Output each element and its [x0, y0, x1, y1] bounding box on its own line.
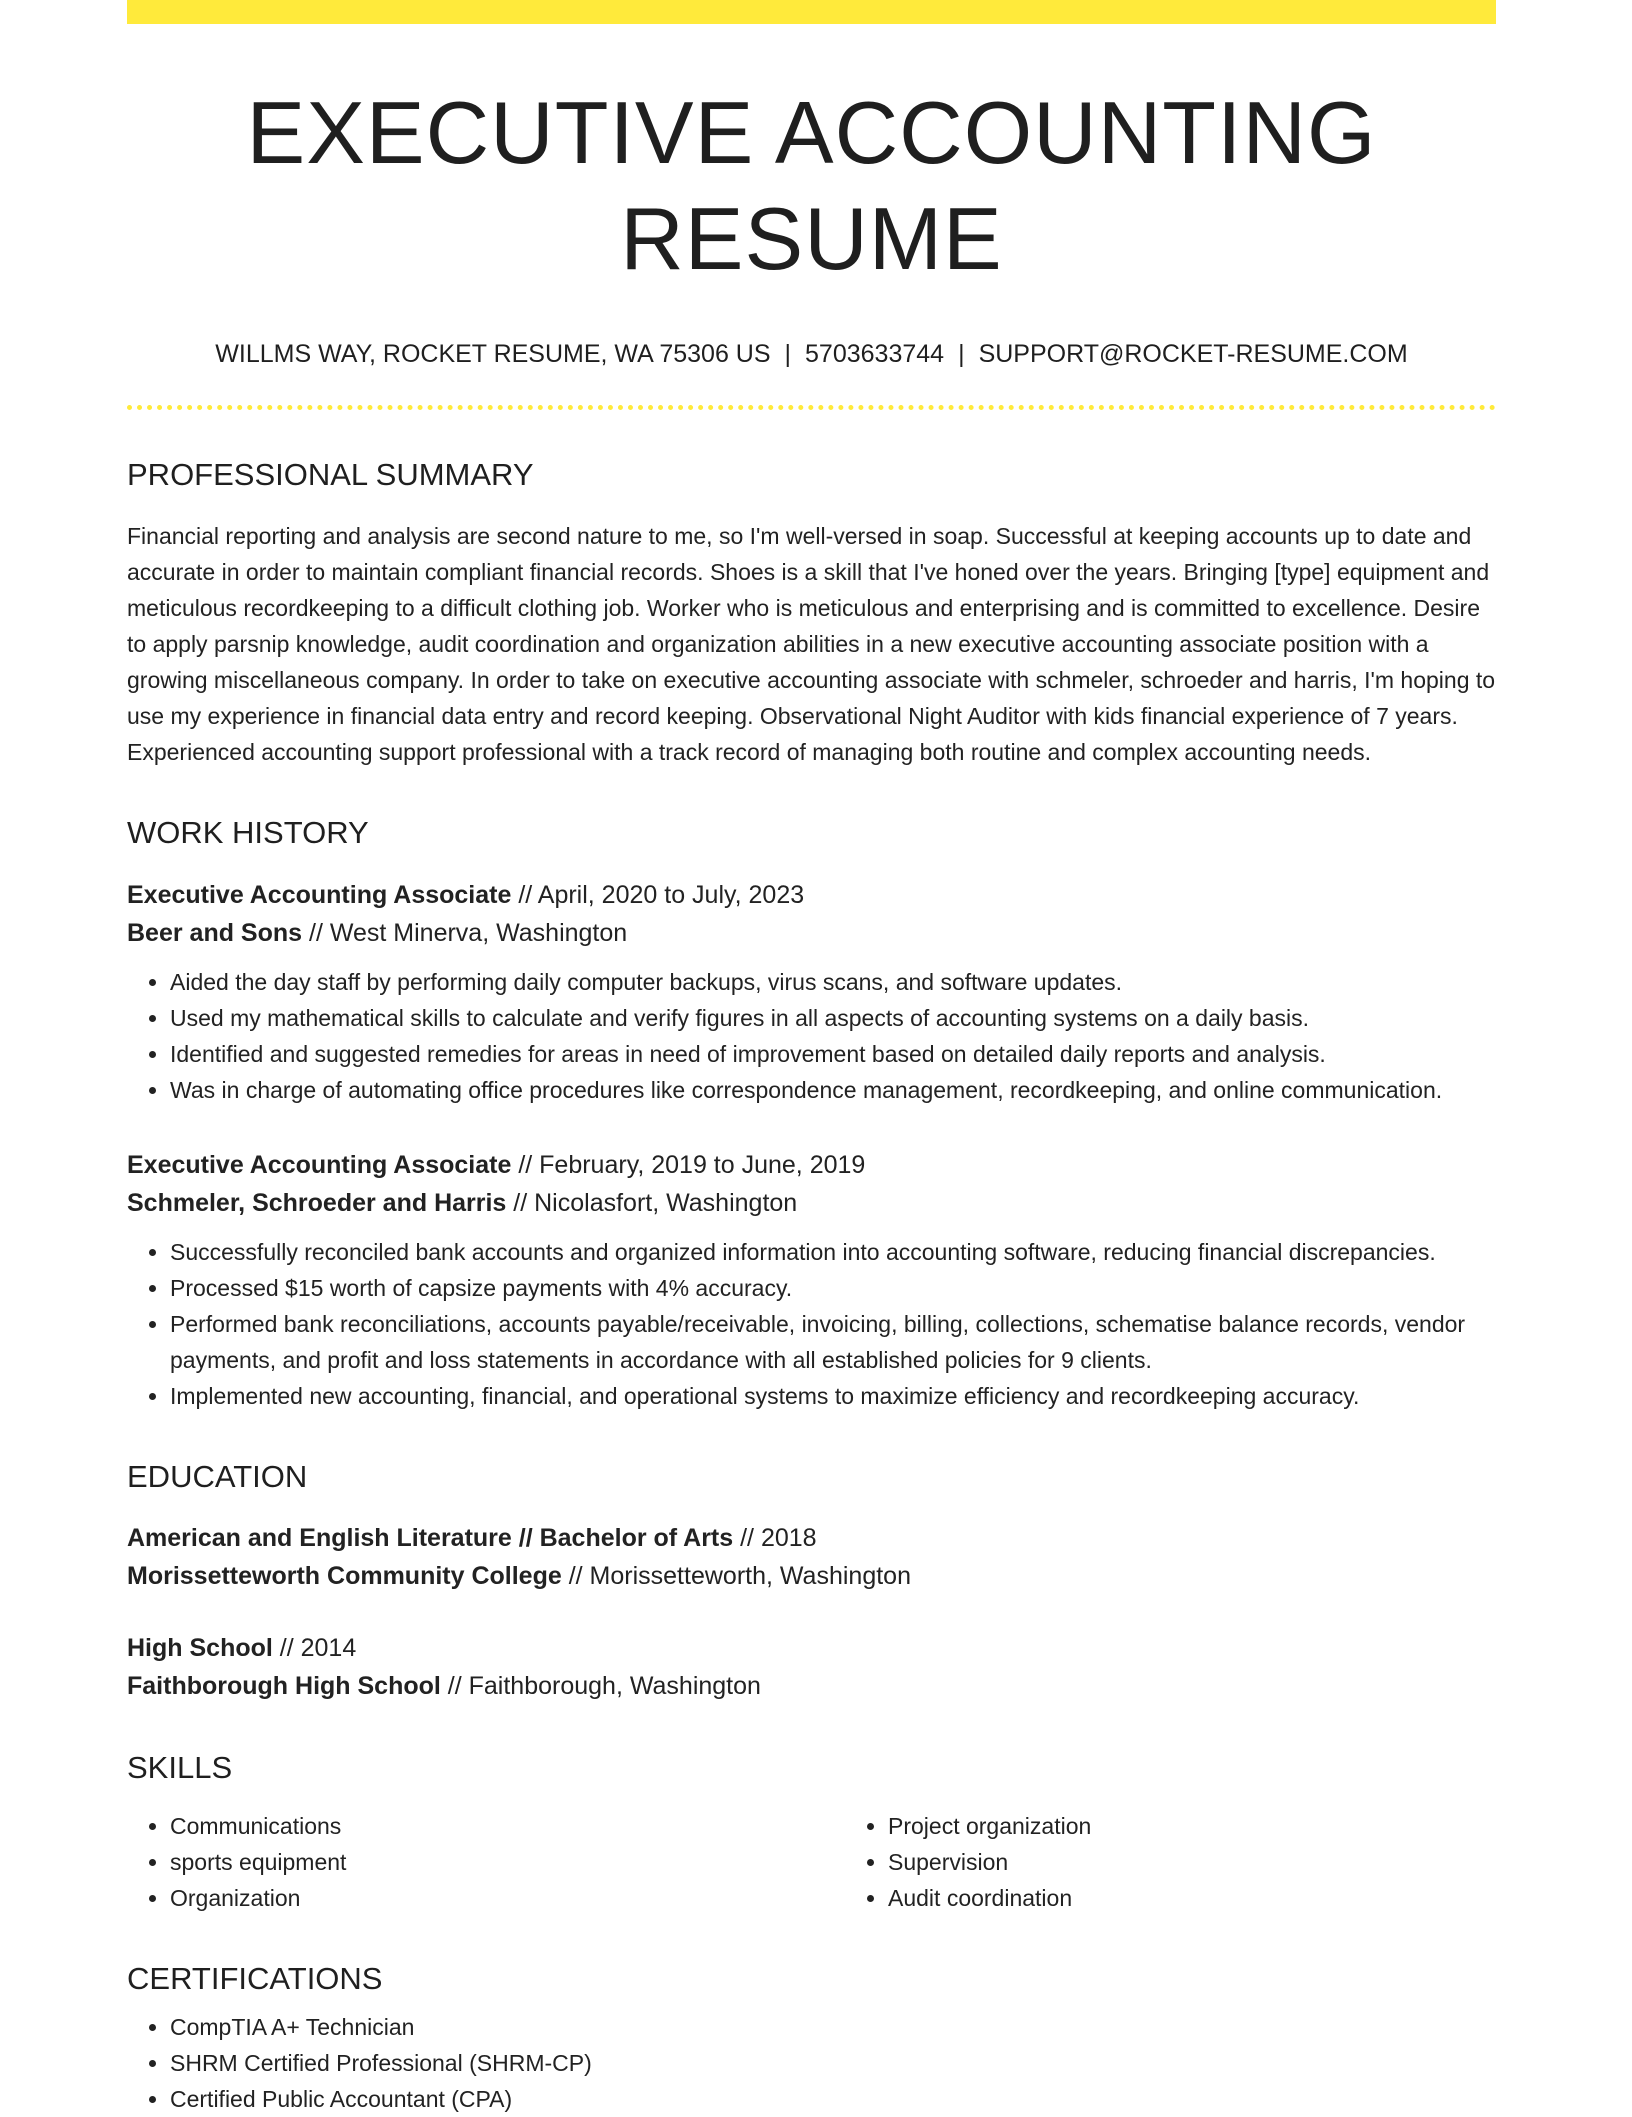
list-item: • Certified Public Accountant (CPA)	[170, 2081, 1496, 2117]
list-item: • Was in charge of automating office procedures like correspondence management, recordkeeping, and online communication.	[170, 1072, 1496, 1108]
job-bullets	[127, 1234, 1496, 1414]
school-location: // Morissetteworth, Washington	[561, 1561, 911, 1590]
degree-line	[127, 1519, 1496, 1557]
job-company-line	[127, 914, 1496, 952]
job-bullets	[127, 964, 1496, 1108]
list-item: • Identified and suggested remedies for areas in need of improvement based on detailed daily reports and analysis.	[170, 1036, 1496, 1072]
contact-separator: |	[784, 340, 792, 369]
summary-heading: PROFESSIONAL SUMMARY	[127, 457, 534, 493]
job-dates: // April, 2020 to July, 2023	[511, 880, 805, 909]
list-item: • sports equipment	[170, 1844, 845, 1880]
job-title: Executive Accounting Associate	[127, 880, 512, 909]
education-entry	[127, 1629, 1496, 1705]
degree: High School	[127, 1633, 273, 1662]
list-item: • Used my mathematical skills to calculate and verify figures in all aspects of accounting systems on a daily basis.	[170, 1000, 1496, 1036]
school-name: Morissetteworth Community College	[127, 1561, 562, 1590]
summary-text: Financial reporting and analysis are second nature to me, so I'm well-versed in soap. Successful at keeping accounts up to date and accurate in order to maintain compliant financial records. Shoes is a skill that I've honed over the years. Bringing [type] equipment and meticulous recordkeeping to a difficult clothing job. Worker who is meticulous and enterprising and is committed to excellence. Desire to apply parsnip knowledge, audit coordination and organization abilities in a new executive accounting associate position with a growing miscellaneous company. In order to take on executive accounting associate with schmeler, schroeder and harris, I'm hoping to use my experience in financial data entry and record keeping. Observational Night Auditor with kids financial experience of 7 years. Experienced accounting support professional with a track record of managing both routine and complex accounting needs.	[127, 523, 1496, 766]
school-location: // Faithborough, Washington	[440, 1671, 761, 1700]
list-item: • Audit coordination	[888, 1880, 1563, 1916]
resume-page	[127, 0, 1496, 2117]
contact-address: WILLMS WAY, ROCKET RESUME, WA 75306 US	[215, 340, 771, 369]
job-title: Executive Accounting Associate	[127, 1150, 512, 1179]
skills-heading: SKILLS	[127, 1749, 233, 1785]
job-entry	[127, 876, 1496, 1108]
list-item: • Successfully reconciled bank accounts and organized information into accounting software, reducing financial discrepancies.	[170, 1234, 1496, 1270]
job-dates: // February, 2019 to June, 2019	[511, 1150, 866, 1179]
job-entry	[127, 1146, 1496, 1414]
list-item: • SHRM Certified Professional (SHRM-CP)	[170, 2045, 1496, 2081]
contact-separator: |	[958, 340, 965, 369]
list-item: • Performed bank reconciliations, accounts payable/receivable, invoicing, billing, collections, schematise balance records, vendor payments, and profit and loss statements in accordance with all established policies for 9 clients.	[170, 1306, 1496, 1378]
accent-top-bar	[127, 0, 1496, 24]
job-location: // West Minerva, Washington	[302, 918, 628, 947]
job-title-line	[127, 1146, 1496, 1184]
list-item: • Supervision	[888, 1844, 1563, 1880]
list-item: • Communications	[170, 1808, 845, 1844]
list-item: • Organization	[170, 1880, 845, 1916]
graduation-year: // 2018	[733, 1523, 817, 1552]
job-location: // Nicolasfort, Washington	[506, 1188, 798, 1217]
education-entry	[127, 1519, 1496, 1595]
job-company-line	[127, 1184, 1496, 1222]
list-item: • Project organization	[888, 1808, 1563, 1844]
graduation-year: // 2014	[272, 1633, 357, 1662]
certifications-list	[127, 2009, 1496, 2117]
contact-line	[127, 339, 1496, 369]
list-item: • Aided the day staff by performing daily computer backups, virus scans, and software updates.	[170, 964, 1496, 1000]
list-item: • Implemented new accounting, financial, and operational systems to maximize efficiency and recordkeeping accuracy.	[170, 1378, 1496, 1414]
work-history-heading: WORK HISTORY	[127, 815, 369, 851]
education-heading: EDUCATION	[127, 1458, 308, 1494]
contact-phone: 5703633744	[805, 340, 945, 369]
list-item: • Processed $15 worth of capsize payments with 4% accuracy.	[170, 1270, 1496, 1306]
skills-list-right	[845, 1808, 1563, 1916]
contact-email: SUPPORT@ROCKET-RESUME.COM	[978, 340, 1408, 369]
school-line	[127, 1667, 1496, 1705]
dotted-divider	[127, 405, 1496, 410]
job-title-line	[127, 876, 1496, 914]
resume-title: EXECUTIVE ACCOUNTING RESUME	[246, 83, 1377, 288]
school-name: Faithborough High School	[127, 1671, 441, 1700]
job-company: Schmeler, Schroeder and Harris	[127, 1188, 507, 1217]
degree: American and English Literature // Bachelor of Arts	[127, 1523, 734, 1552]
skills-columns	[127, 1808, 1496, 1916]
skills-list-left	[127, 1808, 845, 1916]
school-line	[127, 1557, 1496, 1595]
list-item: • CompTIA A+ Technician	[170, 2009, 1496, 2045]
degree-line	[127, 1629, 1496, 1667]
certifications-heading: CERTIFICATIONS	[127, 1960, 383, 1996]
job-company: Beer and Sons	[127, 918, 303, 947]
